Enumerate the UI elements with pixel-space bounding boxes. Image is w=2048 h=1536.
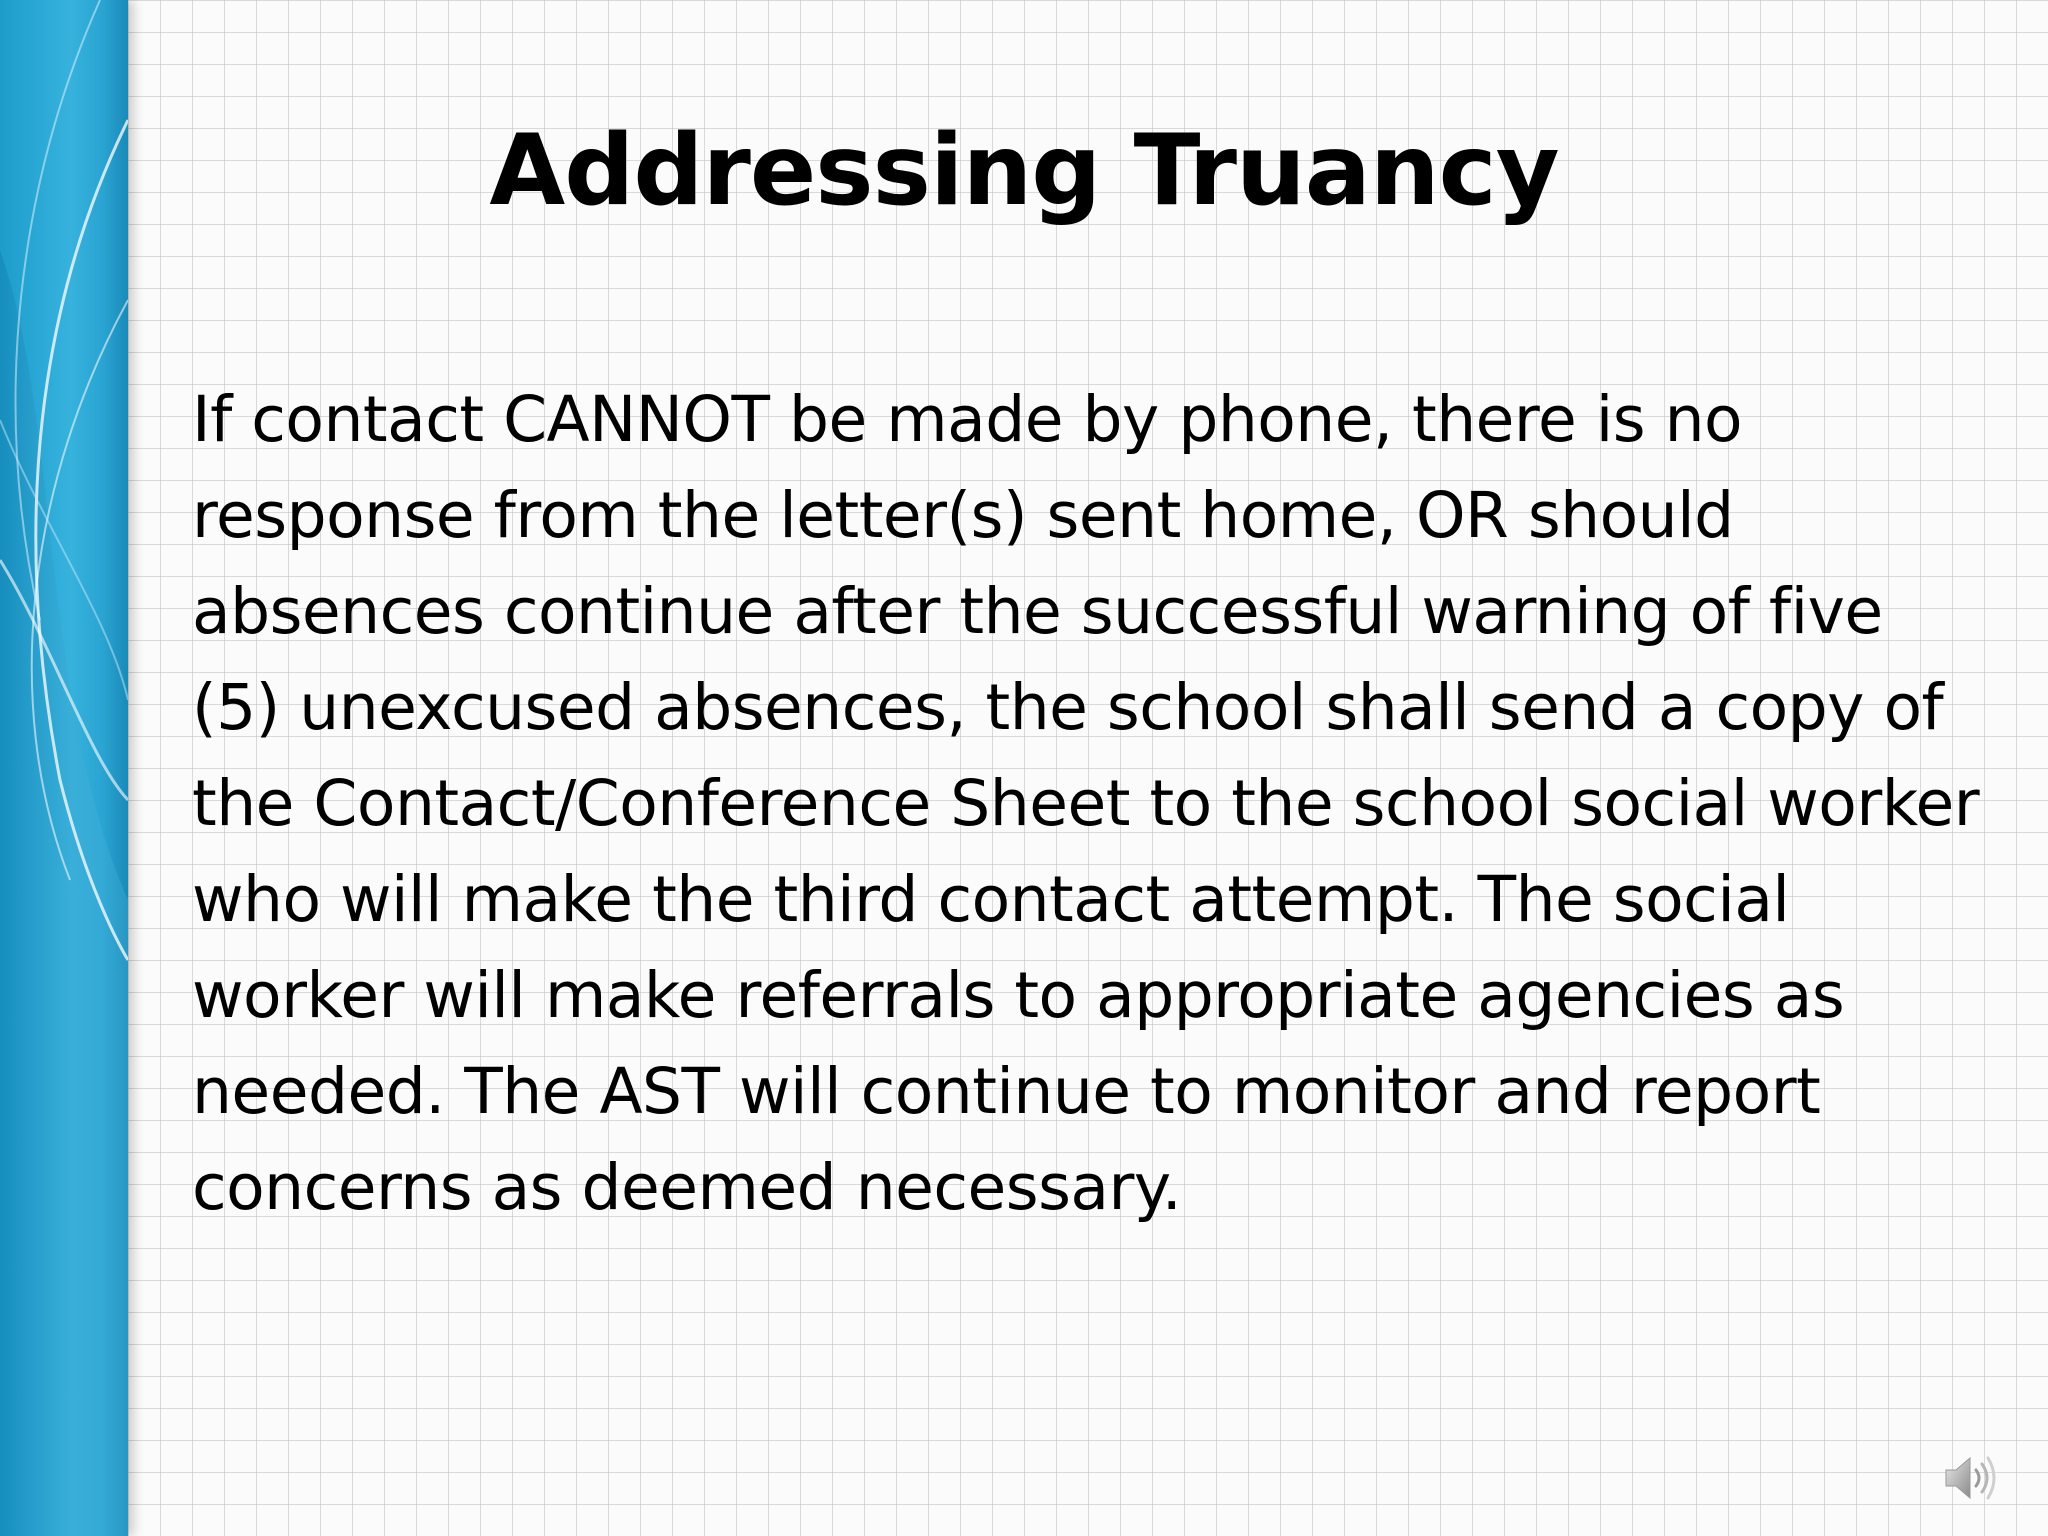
slide-body-text: If contact CANNOT be made by phone, there is no response from the letter(s) sent home, OR should absences continue after the successful warning of five (5) unexcused absences, the school shall send a copy of the Contact/Conference Sheet to the school social worker who will make the third contact attempt. The social worker will make referrals to appropriate agencies as needed. The AST will continue to monitor and report concerns as deemed necessary. [192,383,1980,1224]
slide-title: Addressing Truancy [489,114,1559,228]
speaker-icon[interactable] [1942,1452,1998,1504]
swirl-decoration [0,0,128,1536]
decorative-side-band [0,0,128,1536]
